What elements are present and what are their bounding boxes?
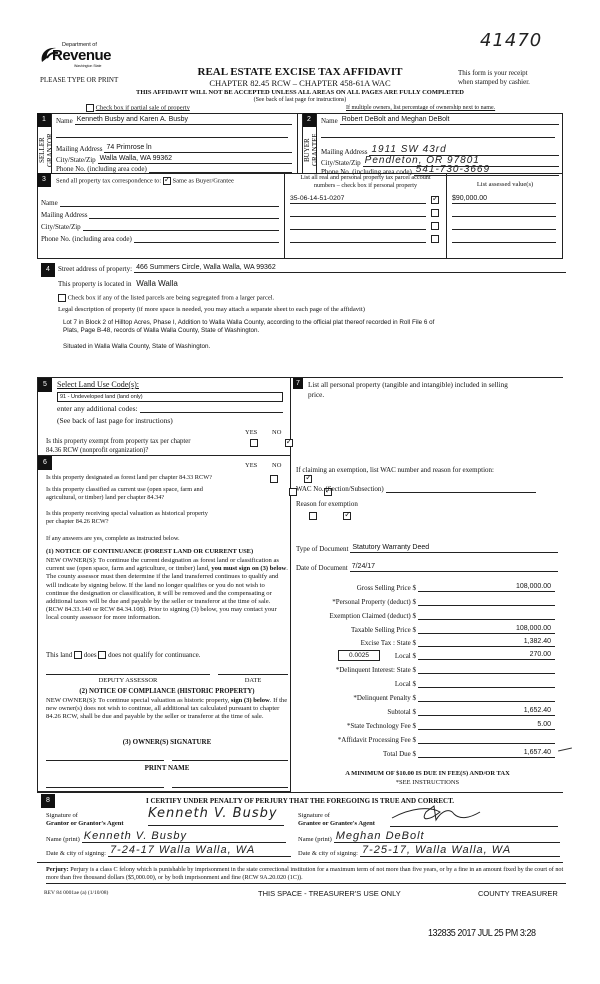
owner-signature-line-2[interactable] [172,760,288,761]
parcels-header [285,174,446,189]
doc-type-field[interactable]: Statutory Warranty Deed [350,544,558,553]
buyer-phone-field[interactable]: 541-730-3669 [414,164,559,176]
parcel-number-field[interactable] [290,234,426,243]
grantee-date-field[interactable]: 7-25-17, Walla Walla, WA [360,844,560,857]
grantee-label: GRANTEE [311,133,319,167]
same-as-buyer-checkbox[interactable] [163,177,171,185]
corr-mailing-row [41,210,279,219]
buyer-label: BUYER [303,138,311,162]
personal-property-field[interactable] [308,403,558,455]
corr-name-label: Name [41,199,58,207]
assessor-date-label: DATE [244,677,262,684]
seller-name-label: Name [56,117,73,125]
seller-name-field[interactable]: Kenneth Busby and Karen A. Busby [75,116,292,125]
notice-text: . If the new owner(s) does not wish to continue, all additional tax calculated pursuant to chapter 84.26 RCW, shall be due and payable by the seller or transferor at the time of sale. [46,697,288,721]
wac-field[interactable] [386,484,536,493]
corr-phone-label: Phone No. (including area code) [41,235,132,243]
corr-city-field[interactable] [83,222,279,231]
penalty-field[interactable] [418,693,555,702]
does-not-label: does not [108,651,132,659]
corr-mailing-label: Mailing Address [41,211,88,219]
excise-local-label: Local $ [394,652,416,660]
corr-name-field[interactable] [60,198,279,207]
pp-label-line-2: price. [308,391,325,399]
grantee-date-label: Date & city of signing: [298,850,358,857]
historical-question [46,510,246,526]
sig-label-line-2: Grantee or Grantee's Agent [298,820,375,827]
corr-phone-field[interactable] [134,234,279,243]
processing-fee-field[interactable] [418,735,555,744]
total-due-row [300,747,560,758]
divider [37,862,563,863]
seller-mailing-field[interactable]: 74 Primrose ln [104,144,292,153]
print-name-line-1[interactable] [46,787,164,788]
delinq-local-field[interactable] [418,679,555,688]
county-treasurer-label: COUNTY TREASURER [478,889,558,898]
does-label: does [83,651,97,659]
gross-selling-price-row [300,581,560,592]
section-1-badge: 1 [37,113,51,127]
yes-header: YES [245,429,258,436]
street-address-row [58,264,566,273]
buyer-mailing-label: Mailing Address [321,148,368,156]
grantor-date-field[interactable]: 7-24-17 Walla Walla, WA [108,844,291,857]
local-rate-field[interactable]: 0.0025 [338,650,380,661]
no-header: NO [272,462,282,469]
delinquent-penalty-row [300,691,560,702]
grantor-date-row [46,844,291,857]
wac-row [296,484,536,493]
form-subtitle: CHAPTER 82.45 RCW – CHAPTER 458-61A WAC [209,78,391,88]
notice-text: . The county assessor must then determine if the land transferred continues to qualify and will indicate by signing below. If the land no longer qualifies or you do not wish to continue the designation or classification, it will be removed and the compensating or additional taxes will be due and payable by the seller or transferor at the time of sale. (RCW 84.33.140 or RCW 84.34.108). Prior to signing (3) below, you may contact your local county assessor for more information. [46,565,288,622]
seller-city-row [56,155,292,164]
processing-fee-label: *Affidavit Processing Fee $ [337,736,416,744]
legal-line-1: Lot 7 in Block 2 of Hilltop Acres, Phase I, Addition to Walla Walla County, according to the official plat thereof recorded in Roll File 6 of [63,319,435,326]
seller-name-line-2[interactable] [56,137,288,138]
seller-grantor-label [38,130,54,170]
corr-name-row [41,198,279,207]
excise-state-row [300,636,560,647]
perjury-bold: Perjury: [46,866,69,873]
grantee-name-row [298,830,560,843]
forest-no-checkbox[interactable] [304,475,312,483]
treasurer-stamp: 132835 2017 JUL 25 PM 3:28 [428,928,536,939]
additional-codes-row [57,404,283,413]
delinq-local-label: Local $ [394,680,416,688]
segregated-row [58,294,274,302]
forest-land-question [46,474,246,482]
street-address-field[interactable]: 466 Summers Circle, Walla Walla, WA 99362 [134,264,566,273]
legal-description-label: Legal description of property (if more space is needed, you may attach a separate sheet to each page of the affidavit) [58,306,365,313]
reason-label: Reason for exemption [296,500,358,508]
assessed-value-field[interactable] [452,208,556,217]
buyer-city-field[interactable]: Pendleton, OR 97801 [363,155,559,167]
total-due-field[interactable]: 1,657.40 [418,749,555,758]
correspondence-label: Send all property tax correspondence to: [56,177,162,185]
current-use-question [46,486,246,502]
handwritten-file-number: 41470 [480,30,543,51]
owner-signature-line-1[interactable] [46,760,164,761]
gross-field[interactable]: 108,000.00 [418,583,555,592]
instructions-note: (See back of last page for instructions) [253,97,347,103]
sig-label-line-1: Signature of [298,812,330,819]
same-as-buyer-label: Same as Buyer/Grantee [172,177,234,185]
notice-compliance-title: (2) NOTICE OF COMPLIANCE (HISTORIC PROPERTY) [79,688,255,695]
question-text: per chapter 84.26 RCW? [46,518,109,525]
certify-statement: I CERTIFY UNDER PENALTY OF PERJURY THAT THE FOREGOING IS TRUE AND CORRECT. [145,797,454,805]
exempt-q-line-2: 84.36 RCW (nonprofit organization)? [46,446,149,454]
delinquent-interest-state-row [300,663,560,674]
gross-label: Gross Selling Price $ [356,584,416,592]
question-text: Is this property receiving special valuation as historical property [46,510,208,517]
subtotal-label: Subtotal $ [387,708,416,716]
assessed-value-field[interactable]: $90,000.00 [452,195,556,204]
correspondence-row [56,177,234,185]
grantee-signature-field[interactable] [390,810,558,827]
partial-sale-checkbox-row[interactable] [86,104,190,112]
sig-label-line-1: Signature of [46,812,78,819]
assessed-header: List assessed value(s) [476,181,534,188]
buyer-phone-label: Phone No. (including area code) [321,168,412,176]
penalty-label: *Delinquent Penalty $ [353,694,416,702]
question-text: Is this property classified as current use (open space, farm and [46,486,203,493]
section-7-badge: 7 [293,378,303,389]
perjury-text: Perjury is a class C felony which is punishable by imprisonment in the state correctional institution for a maximum term of not more than five years, or by a fine in an amount fixed by the court of not more than five thousand dollars ($5,000.00), or by both imprisonment and fine (RCW 9A.20.020 (1C)). [46,866,564,881]
legal-line-3: Situated in Walla Walla County, State of Washington. [63,343,211,350]
yes-header: YES [245,462,258,469]
grantee-name-field[interactable]: Meghan DeBolt [334,830,560,843]
exemption-label: If claiming an exemption, list WAC number and reason for exemption: [296,466,494,474]
excise-local-field[interactable]: 270.00 [418,651,555,660]
form-title: REAL ESTATE EXCISE TAX AFFIDAVIT [197,66,403,78]
parcels-header-line-2: numbers – check box if personal property [313,181,418,189]
seller-city-label: City/State/Zip [56,156,96,164]
seller-name-row [56,116,292,125]
notice-bold: you must sign on (3) below [211,565,287,573]
does-qualify-checkbox[interactable] [74,651,82,659]
located-in-row [58,279,178,288]
exempt-q-line-1: Is this property exempt from property tax per chapter [46,438,191,445]
segregated-checkbox[interactable] [58,294,66,302]
doc-date-row [296,563,558,572]
grantee-name-label: Name (print) [298,836,332,843]
section-2-badge: 2 [302,113,316,127]
does-not-qualify-checkbox[interactable] [98,651,106,659]
logo-name-text: Revenue [52,47,112,64]
perjury-notice [46,866,566,884]
print-name-heading: PRINT NAME [144,764,190,772]
parcel-number-field[interactable] [290,208,426,217]
personal-property-checkbox[interactable] [431,235,439,243]
question-text: agricultural, or timber) land per chapter 84.34? [46,494,165,501]
please-type-label: PLEASE TYPE OR PRINT [40,76,119,84]
doc-date-label: Date of Document [296,564,348,572]
notice-continuance-text [46,557,288,623]
assessed-value-field[interactable] [452,234,556,243]
continuance-row [46,651,200,659]
section-6-badge: 6 [38,456,52,470]
seller-mailing-label: Mailing Address [56,145,103,153]
delinquent-interest-local-row [300,677,560,688]
corr-city-label: City/State/Zip [41,223,81,231]
parcel-number-field[interactable] [290,221,426,230]
section-8-badge: 8 [41,794,55,808]
buyer-name-field[interactable]: Robert DeBolt and Meghan DeBolt [340,116,559,125]
legal-line-2: Plats, Page B-48, records of Walla Walla County, State of Washington. [63,327,260,334]
exempt-no-checkbox[interactable] [285,439,293,447]
seller-phone-row [56,164,292,173]
personal-property-checkbox[interactable] [431,209,439,217]
grantor-signature-field[interactable]: Kenneth V. Busby [148,806,284,826]
grantor-signature-label [46,812,124,828]
grantee-signature-scribble-icon [390,804,490,826]
receipt-note [458,69,530,87]
notice-text: NEW OWNER(S): To continue the current designation as forest land or classification as current use (open space, farm and agriculture, or timber) land, [46,557,279,573]
section-4-badge: 4 [41,263,55,277]
subtotal-field[interactable]: 1,652.40 [418,707,555,716]
parcel-row [290,195,442,205]
delinq-state-field[interactable] [418,665,555,674]
parcels-header-line-1: List all real and personal property tax parcel account [300,174,431,181]
forest-yes-checkbox[interactable] [270,475,278,483]
personal-property-checkbox[interactable] [431,196,439,204]
grantor-name-label: Name (print) [46,836,80,843]
taxable-field[interactable]: 108,000.00 [418,625,555,634]
logo-state-text: Washington State [74,64,102,68]
located-in-value[interactable]: Walla Walla [136,279,178,288]
additional-codes-field[interactable] [140,404,283,413]
tech-fee-label: *State Technology Fee $ [346,722,416,730]
reason-field[interactable] [296,510,558,540]
subtotal-row [300,705,560,716]
divider [297,113,298,173]
pp-deduct-field[interactable] [418,597,555,606]
acceptance-warning: THIS AFFIDAVIT WILL NOT BE ACCEPTED UNLESS ALL AREAS ON ALL PAGES ARE FULLY COMPLETED [136,89,464,96]
parcel-row [290,208,442,218]
personal-property-checkbox[interactable] [431,222,439,230]
deputy-assessor-label: DEPUTY ASSESSOR [98,677,158,684]
no-header: NO [272,429,282,436]
parcel-row [290,221,442,231]
pp-label-line-1: List all personal property (tangible and intangible) included in selling [308,381,508,389]
seller-city-field[interactable]: Walla Walla, WA 99362 [98,155,292,164]
personal-property-label [308,380,563,400]
exemption-claimed-label: Exemption Claimed (deduct) $ [329,612,416,620]
delinq-state-label: *Delinquent Interest: State $ [335,666,416,674]
parcel-number-field[interactable]: 35-06-14-51-0207 [290,195,426,204]
see-instructions-note: *SEE INSTRUCTIONS [395,779,460,786]
notice-bold: sign (3) below [230,697,270,704]
minimum-due-note: A MINIMUM OF $10.00 IS DUE IN FEE(S) AND/OR TAX [345,770,510,777]
exempt-question [46,438,191,455]
wac-label: WAC No. (Section/Subsection) [296,485,384,493]
land-use-label: Select Land Use Code(s): [57,380,139,389]
assessor-date-line[interactable] [218,674,288,675]
multiple-owners-note: If multiple owners, list percentage of ownership next to name. [346,105,496,111]
this-land-label: This land [46,651,73,659]
taxable-selling-price-row [300,623,560,634]
excise-state-field[interactable]: 1,382.40 [418,638,555,647]
doc-type-label: Type of Document [296,545,349,553]
section-3-badge: 3 [37,173,51,187]
deputy-assessor-signature-line[interactable] [46,674,210,675]
street-address-label: Street address of property: [58,265,133,273]
exemption-claimed-row [300,609,560,620]
receipt-note-line-1: This form is your receipt [458,69,528,77]
grantor-name-row [46,830,286,843]
total-due-label: Total Due $ [383,750,416,758]
grantor-label: GRANTOR [46,133,54,167]
doc-date-field[interactable]: 7/24/17 [350,563,558,572]
qualify-label: qualify for continuance. [133,651,201,659]
corr-mailing-field[interactable] [89,210,279,219]
grantor-date-label: Date & city of signing: [46,850,106,857]
buyer-city-label: City/State/Zip [321,159,361,167]
tech-fee-field[interactable]: 5.00 [418,721,555,730]
tech-fee-row [300,719,560,730]
exempt-yes-checkbox[interactable] [250,439,258,447]
divider [291,377,563,378]
treasurer-space-label: THIS SPACE - TREASURER'S USE ONLY [258,889,401,898]
corr-city-row [41,222,279,231]
located-in-label: This property is located in [58,280,132,288]
grantee-date-row [298,844,560,857]
land-use-select[interactable]: 91 - Undeveloped land (land only) [57,392,283,402]
seller-phone-field[interactable] [149,164,292,173]
receipt-note-line-2: when stamped by cashier. [458,78,530,86]
buyer-name-line-2[interactable] [321,137,555,138]
excise-local-label-wrap [300,652,418,660]
exemption-claimed-field[interactable] [418,611,555,620]
grantee-signature-label [298,812,375,828]
see-back-note: (See back of last page for instructions) [57,416,173,425]
question-text: Is this property designated as forest land per chapter 84.33 RCW? [46,474,212,481]
buyer-mailing-field[interactable]: 1911 SW 43rd [369,144,559,156]
seller-label: SELLER [38,137,46,163]
grantor-name-field[interactable]: Kenneth V. Busby [82,830,286,843]
divider [37,792,563,793]
notice-text: NEW OWNER(S): To continue special valuation as historic property, [46,697,231,704]
personal-property-deduct-row [300,595,560,606]
taxable-label: Taxable Selling Price $ [350,626,416,634]
legal-description-text[interactable] [63,319,563,351]
segregated-label: Check box if any of the listed parcels are being segregated from a larger parcel. [67,294,275,302]
rev-number: REV 84 0001ae (a) (1/10/08) [44,890,109,896]
pp-deduct-label: *Personal Property (deduct) $ [332,598,416,606]
check-mark-annotation [558,748,572,752]
logo-dept-text: Department of [62,42,97,48]
buyer-name-label: Name [321,117,338,125]
partial-sale-checkbox[interactable] [86,104,94,112]
if-yes-note: If any answers are yes, complete as instructed below. [46,535,180,542]
partial-sale-label: Check box if partial sale of property [95,104,190,112]
buyer-name-row [321,116,559,125]
buyer-grantee-label [303,130,319,170]
divider [37,455,291,456]
notice-continuance-title: (1) NOTICE OF CONTINUANCE (FOREST LAND OR CURRENT USE) [46,548,254,555]
excise-local-row [300,649,560,660]
section-5-badge: 5 [38,378,52,392]
owner-signature-heading: (3) OWNER(S) SIGNATURE [122,738,212,746]
sig-label-line-2: Grantor or Grantor's Agent [46,820,124,827]
notice-compliance-text [46,697,288,722]
assessed-value-field[interactable] [452,221,556,230]
parcel-row [290,234,442,244]
excise-state-label: Excise Tax : State $ [360,639,416,647]
seller-phone-label: Phone No. (including area code) [56,165,147,173]
processing-fee-row [300,733,560,744]
corr-phone-row [41,234,279,243]
doc-type-row [296,544,558,553]
print-name-line-2[interactable] [172,787,288,788]
seller-mailing-row [56,144,292,153]
additional-codes-label: enter any additional codes: [57,404,138,413]
